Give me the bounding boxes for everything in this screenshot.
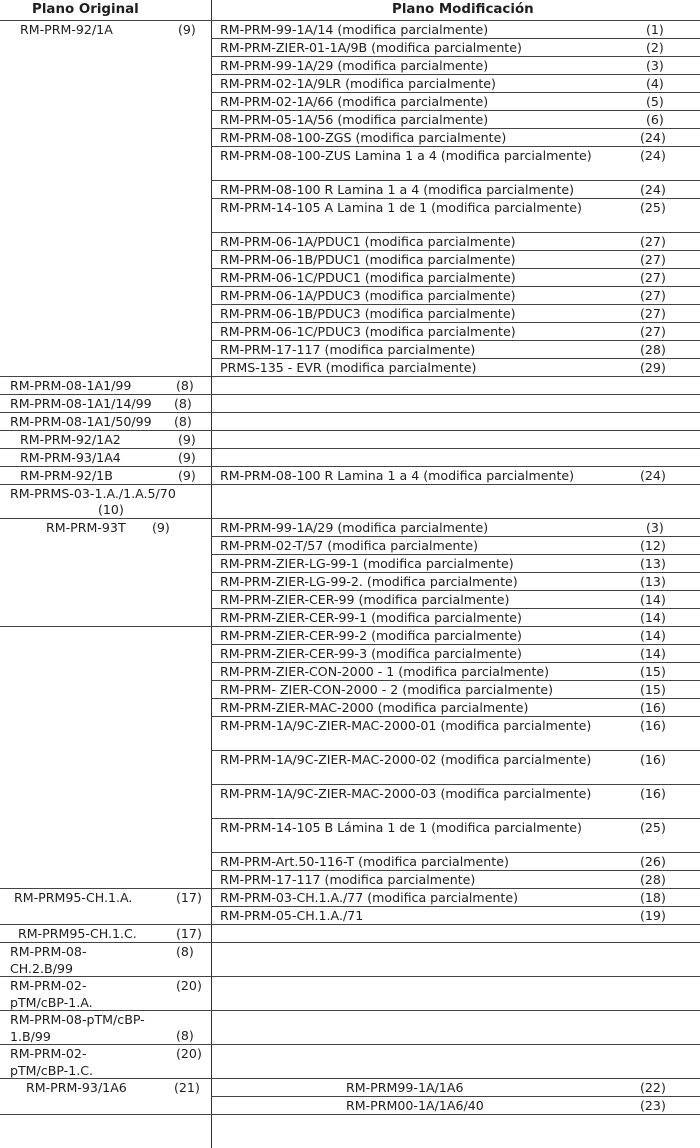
- modificacion-text: RM-PRM-ZIER-CER-99 (modifica parcialmente): [220, 592, 510, 607]
- plano-original-number: (21): [174, 1080, 200, 1095]
- plano-original-text: RM-PRM-08-pTM/cBP-1.B/99: [10, 1012, 145, 1044]
- modificacion-number: (4): [646, 76, 664, 91]
- modificacion-number: (24): [640, 130, 666, 145]
- modificacion-text: RM-PRM-17-117 (modifica parcialmente): [220, 872, 476, 887]
- plano-original-number: (17): [176, 926, 202, 941]
- modificacion-number: (24): [640, 182, 666, 197]
- modificacion-text: RM-PRM-99-1A/14 (modifica parcialmente): [220, 22, 489, 37]
- plano-original-number: (20): [176, 978, 202, 993]
- plano-original-number: (9): [152, 520, 170, 535]
- modificacion-number: (14): [640, 592, 666, 607]
- modificacion-number: (13): [640, 556, 666, 571]
- plano-original-number: (8): [176, 378, 194, 393]
- modificacion-text: RM-PRM-06-1A/PDUC1 (modifica parcialmente): [220, 234, 516, 249]
- modificacion-number: (13): [640, 574, 666, 589]
- modificacion-text: RM-PRM-ZIER-01-1A/9B (modifica parcialmente): [220, 40, 522, 55]
- modificacion-text: RM-PRM99-1A/1A6: [346, 1080, 464, 1095]
- modificacion-number: (25): [640, 200, 666, 215]
- modificacion-text: RM-PRM-06-1C/PDUC3 (modifica parcialmente): [220, 324, 516, 339]
- plano-original-number: (9): [178, 450, 196, 465]
- modificacion-number: (25): [640, 820, 666, 835]
- modificacion-number: (27): [640, 288, 666, 303]
- plano-original-number: (9): [178, 22, 196, 37]
- modificacion-text: RM-PRM-14-105 A Lamina 1 de 1 (modifica parcialmente): [220, 200, 582, 215]
- modificacion-number: (24): [640, 468, 666, 483]
- modificacion-text: RM-PRM-1A/9C-ZIER-MAC-2000-02 (modifica parcialmente): [220, 752, 592, 767]
- plano-original-text: RM-PRM-92/1A2: [20, 432, 121, 447]
- plano-original-text: RM-PRM-02-pTM/cBP-1.C.: [10, 1046, 94, 1078]
- modificacion-text: RM-PRM-06-1A/PDUC3 (modifica parcialmente): [220, 288, 516, 303]
- modificacion-text: RM-PRM-ZIER-LG-99-1 (modifica parcialmente): [220, 556, 514, 571]
- plano-original-text: RM-PRM-93/1A6: [26, 1080, 127, 1095]
- plano-original-text: RM-PRM95-CH.1.A.: [14, 890, 133, 905]
- modificacion-text: RM-PRM-Art.50-116-T (modifica parcialmente): [220, 854, 509, 869]
- modificacion-number: (24): [640, 148, 666, 163]
- modificacion-number: (12): [640, 538, 666, 553]
- modificacion-text: RM-PRM-17-117 (modifica parcialmente): [220, 342, 476, 357]
- modificacion-text: RM-PRM- ZIER-CON-2000 - 2 (modifica parcialmente): [220, 682, 554, 697]
- modificacion-text: RM-PRM-1A/9C-ZIER-MAC-2000-03 (modifica parcialmente): [220, 786, 592, 801]
- plano-original-text: RM-PRM-93/1A4: [20, 450, 121, 465]
- plano-original-number: (9): [178, 432, 196, 447]
- table-header: [0, 0, 700, 20]
- modificacion-text: RM-PRM-08-100-ZUS Lamina 1 a 4 (modifica parcialmente): [220, 148, 592, 163]
- modificacion-text: RM-PRM-03-CH.1.A./77 (modifica parcialmente): [220, 890, 519, 905]
- plano-original-text: RM-PRM95-CH.1.C.: [18, 926, 137, 941]
- plano-original-text: RM-PRMS-03-1.A./1.A.5/70: [10, 486, 176, 501]
- modificacion-text: RM-PRM-08-100 R Lamina 1 a 4 (modifica parcialmente): [220, 182, 575, 197]
- plano-original-number: (10): [98, 502, 124, 517]
- plano-original-text: RM-PRM-92/1B: [20, 468, 113, 483]
- modificacion-number: (14): [640, 610, 666, 625]
- modificacion-number: (22): [640, 1080, 666, 1095]
- modificacion-number: (27): [640, 324, 666, 339]
- modificacion-text: RM-PRM-ZIER-CON-2000 - 1 (modifica parcialmente): [220, 664, 550, 679]
- modificacion-number: (19): [640, 908, 666, 923]
- modificacion-number: (16): [640, 700, 666, 715]
- modificacion-number: (2): [646, 40, 664, 55]
- modificacion-text: RM-PRM-ZIER-CER-99-2 (modifica parcialmente): [220, 628, 522, 643]
- plano-original-number: (8): [176, 1028, 194, 1043]
- modificacion-number: (28): [640, 872, 666, 887]
- modificacion-text: RM-PRM-ZIER-CER-99-3 (modifica parcialmente): [220, 646, 522, 661]
- modificacion-number: (3): [646, 520, 664, 535]
- modificacion-number: (18): [640, 890, 666, 905]
- modificacion-number: (27): [640, 306, 666, 321]
- modificacion-number: (14): [640, 628, 666, 643]
- modificacion-text: RM-PRM-99-1A/29 (modifica parcialmente): [220, 58, 489, 73]
- plano-original-number: (8): [174, 414, 192, 429]
- modificacion-text: RM-PRM-08-100-ZGS (modifica parcialmente): [220, 130, 507, 145]
- header-plano-original: Plano Original: [32, 2, 139, 17]
- plano-original-text: RM-PRM-08-1A1/50/99: [10, 414, 152, 429]
- row-separator: [0, 1114, 700, 1115]
- modificacion-number: (29): [640, 360, 666, 375]
- modificacion-number: (16): [640, 752, 666, 767]
- modificacion-text: RM-PRM-ZIER-LG-99-2. (modifica parcialmente): [220, 574, 518, 589]
- modificacion-number: (27): [640, 252, 666, 267]
- modificacion-text: RM-PRM00-1A/1A6/40: [346, 1098, 484, 1113]
- modificacion-text: RM-PRM-1A/9C-ZIER-MAC-2000-01 (modifica parcialmente): [220, 718, 592, 733]
- modificacion-number: (5): [646, 94, 664, 109]
- modificacion-text: RM-PRM-06-1B/PDUC1 (modifica parcialmente): [220, 252, 516, 267]
- plano-original-number: (8): [176, 944, 194, 959]
- modificacion-text: RM-PRM-ZIER-MAC-2000 (modifica parcialmente): [220, 700, 529, 715]
- modificacion-text: PRMS-135 - EVR (modifica parcialmente): [220, 360, 477, 375]
- modificacion-number: (14): [640, 646, 666, 661]
- modificacion-text: RM-PRM-02-T/57 (modifica parcialmente): [220, 538, 479, 553]
- modificacion-text: RM-PRM-05-CH.1.A./71: [220, 908, 364, 923]
- plano-original-text: RM-PRM-08-1A1/99: [10, 378, 132, 393]
- plano-original-number: (8): [174, 396, 192, 411]
- modificacion-number: (23): [640, 1098, 666, 1113]
- plano-original-number: (20): [176, 1046, 202, 1061]
- modificacion-text: RM-PRM-14-105 B Lámina 1 de 1 (modifica parcialmente): [220, 820, 582, 835]
- plano-original-text: RM-PRM-08-1A1/14/99: [10, 396, 152, 411]
- modificacion-number: (15): [640, 682, 666, 697]
- modificacion-number: (28): [640, 342, 666, 357]
- plano-original-number: (9): [178, 468, 196, 483]
- modificacion-number: (27): [640, 234, 666, 249]
- modificacion-text: RM-PRM-02-1A/9LR (modifica parcialmente): [220, 76, 496, 91]
- modificacion-number: (1): [646, 22, 664, 37]
- header-plano-modificacion: Plano Modificación: [392, 2, 534, 17]
- plano-original-number: (17): [176, 890, 202, 905]
- modificacion-number: (6): [646, 112, 664, 127]
- plano-original-text: RM-PRM-93T: [46, 520, 126, 535]
- plano-original-text: RM-PRM-02-pTM/cBP-1.A.: [10, 978, 93, 1010]
- modificacion-number: (16): [640, 786, 666, 801]
- modificacion-text: RM-PRM-02-1A/66 (modifica parcialmente): [220, 94, 489, 109]
- modificacion-number: (15): [640, 664, 666, 679]
- modificacion-number: (3): [646, 58, 664, 73]
- modificacion-text: RM-PRM-ZIER-CER-99-1 (modifica parcialmente): [220, 610, 522, 625]
- modificacion-text: RM-PRM-06-1C/PDUC1 (modifica parcialmente): [220, 270, 516, 285]
- modificacion-text: RM-PRM-08-100 R Lamina 1 a 4 (modifica parcialmente): [220, 468, 575, 483]
- modificacion-text: RM-PRM-06-1B/PDUC3 (modifica parcialmente): [220, 306, 516, 321]
- modificacion-text: RM-PRM-99-1A/29 (modifica parcialmente): [220, 520, 489, 535]
- modificacion-text: RM-PRM-05-1A/56 (modifica parcialmente): [220, 112, 489, 127]
- modificacion-number: (26): [640, 854, 666, 869]
- plano-original-text: RM-PRM-92/1A: [20, 22, 113, 37]
- plano-original-text: RM-PRM-08-CH.2.B/99: [10, 944, 87, 976]
- modificacion-number: (16): [640, 718, 666, 733]
- modificacion-number: (27): [640, 270, 666, 285]
